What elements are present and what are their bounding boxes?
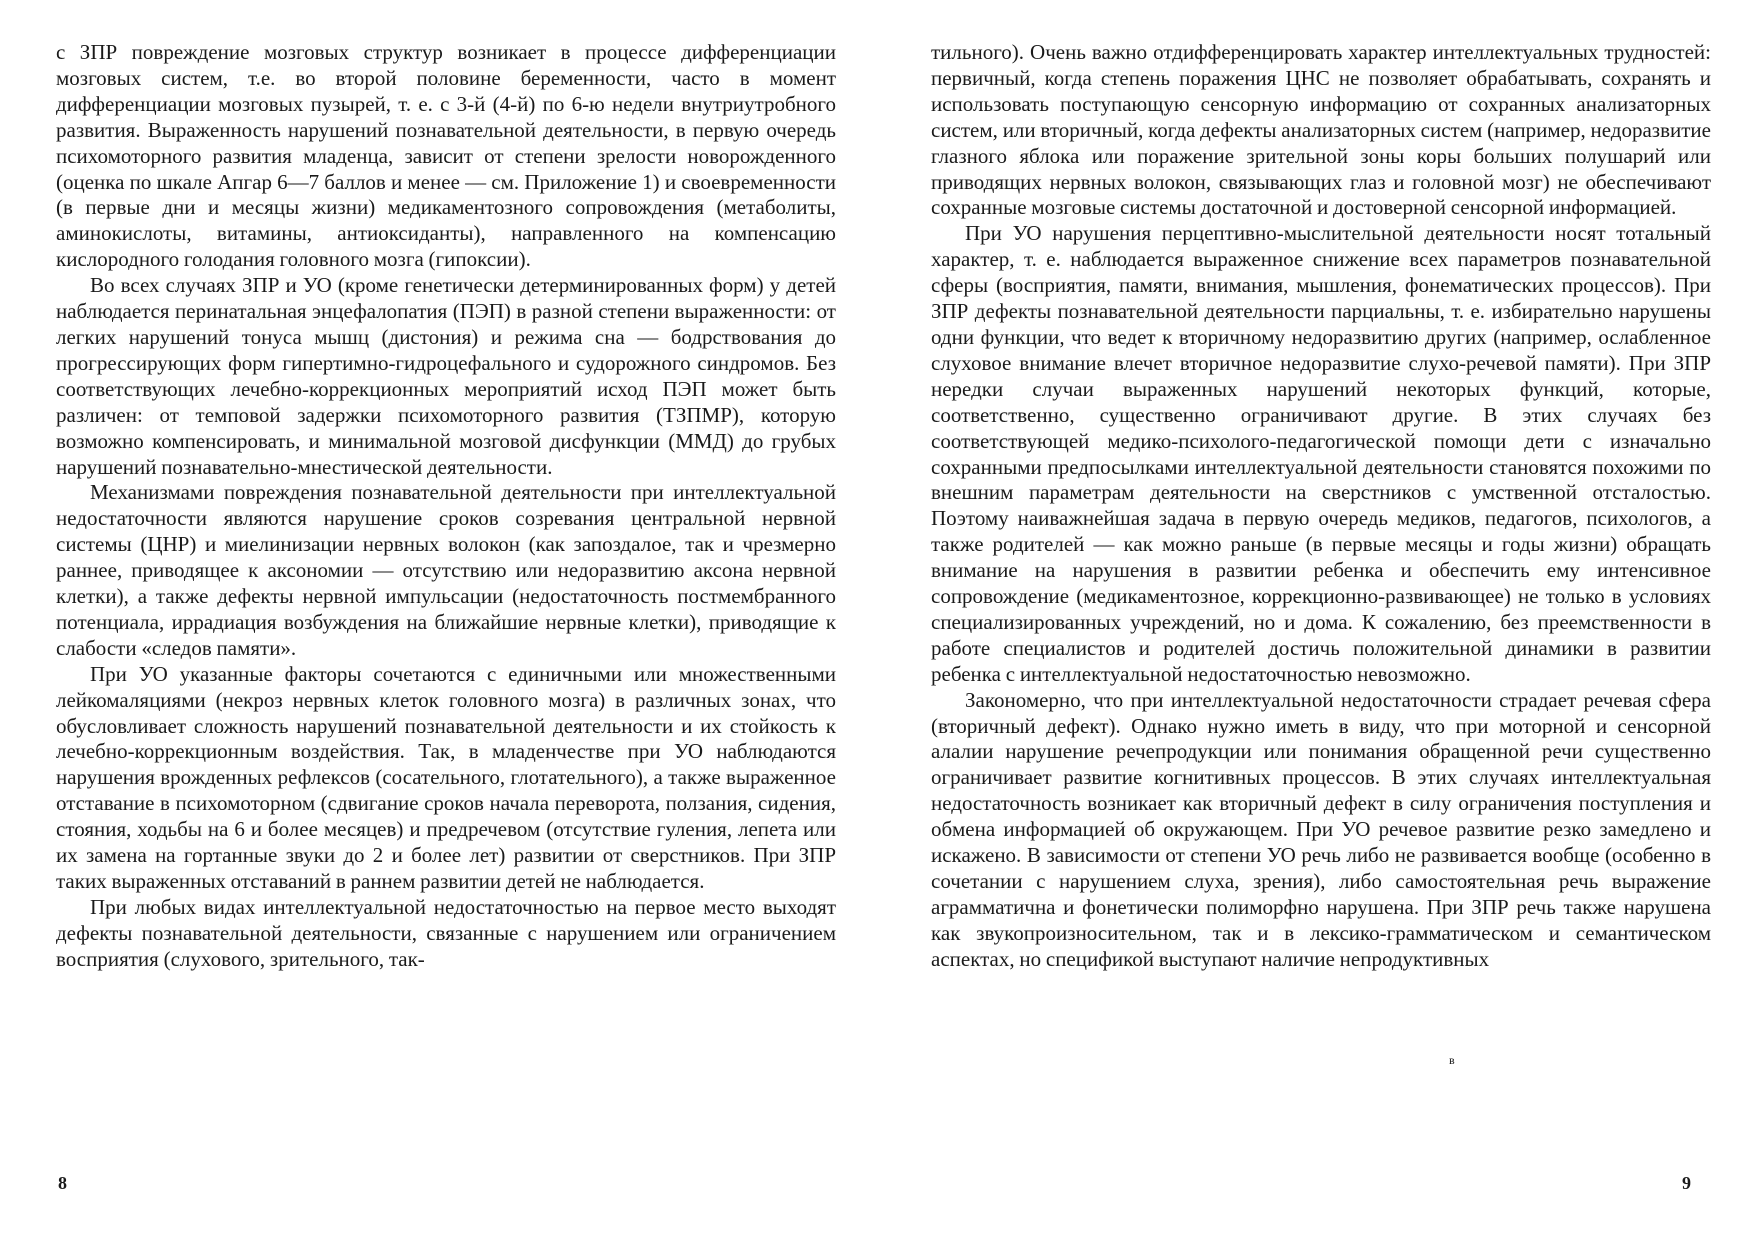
left-page (0, 0, 876, 1241)
paragraph: При УО указанные факторы сочетаются с единичными или множественными лейкомаляциями (некроз нервных клеток головного мозга) в различных зонах, что обусловливает сложность нарушений познавательной деятельности и их стойкость к лечебно-коррекционным воздействия. Так, в младенчестве при УО наблюдаются нарушения врожденных рефлексов (сосательного, глотательного), а также выраженное отставание в психомоторном (сдвигание сроков начала переворота, ползания, сидения, стояния, ходьбы на 6 и более месяцев) и предречевом (отсутствие гуления, лепета или их замена на гортанные звуки до 2 и более лет) развитии от сверстников. При ЗПР таких выраженных отставаний в раннем развитии детей не наблюдается. (56, 661, 836, 893)
paragraph: Механизмами повреждения познавательной деятельности при интеллектуальной недостаточности являются нарушение сроков созревания центральной нервной системы (ЦНР) и миелинизации нервных волокон (как запоздалое, так и чрезмерно раннее, приводящее к аксономии — отсутствию или недоразвитию аксона нервной клетки), а также дефекты нервной импульсации (недостаточность постмембранного потенциала, иррадиация возбуждения на ближайшие нервные клетки), приводящие к слабости «следов памяти». (56, 480, 836, 660)
page-number: 8 (58, 1173, 67, 1193)
right-page (877, 0, 1753, 1241)
paragraph: с ЗПР повреждение мозговых структур возникает в процессе дифференциации мозговых систем, т.е. во второй половине беременности, часто в момент дифференциации мозговых пузырей, т. е. с 3-й (4-й) по 6-ю недели внутриутробного развития. Выраженность нарушений познавательной деятельности, в первую очередь психомоторного развития младенца, зависит от степени зрелости новорожденного (оценка по шкале Апгар 6—7 баллов и менее — см. Приложение 1) и своевременности (в первые дни и месяцы жизни) медикаментозного сопровождения (метаболиты, аминокислоты, витамины, антиоксиданты), направленного на компенсацию кислородного голодания головного мозга (гипоксии). (56, 40, 836, 272)
paragraph: Во всех случаях ЗПР и УО (кроме генетически детерминированных форм) у детей наблюдается перинатальная энцефалопатия (ПЭП) в разной степени выраженности: от легких нарушений тонуса мышц (дистония) и режима сна — бодрствования до прогрессирующих форм гипертимно-гидроцефального и судорожного синдромов. Без соответствующих лечебно-коррекционных мероприятий исход ПЭП может быть различен: от темповой задержки психомоторного развития (ТЗПМР), которую возможно компенсировать, и минимальной мозговой дисфункции (ММД) до грубых нарушений познавательно-мнестической деятельности. (56, 273, 836, 479)
paragraph: тильного). Очень важно отдифференцировать характер интеллектуальных трудностей: первичный, когда степень поражения ЦНС не позволяет обрабатывать, сохранять и использовать поступающую сенсорную информацию от сохранных анализаторных систем, или вторичный, когда дефекты анализаторных систем (например, недоразвитие глазного яблока или поражение зрительной зоны коры больших полушарий или приводящих нервных волокон, связывающих глаз и головной мозг) не обеспечивают сохранные мозговые системы достаточной и достоверной сенсорной информацией. (931, 40, 1711, 220)
paragraph: Закономерно, что при интеллектуальной недостаточности страдает речевая сфера (вторичный дефект). Однако нужно иметь в виду, что при моторной и сенсорной алалии нарушение речепродукции или понимания обращенной речи существенно ограничивает развитие когнитивных процессов. В этих случаях интеллектуальная недостаточность возникает как вторичный дефект в силу ограничения поступления и обмена информацией об окружающем. При УО речевое развитие резко замедлено и искажено. В зависимости от степени УО речь либо не развивается вообще (особенно в сочетании с нарушением слуха, зрения), либо самостоятельная речь выражение аграмматична и фонетически полиморфно нарушена. При ЗПР речь также нарушена как звукопроизносительном, так и в лексико-грамматическом и семантическом аспектах, но спецификой выступают наличие непродуктивных (931, 687, 1711, 971)
margin-note: в (1449, 1053, 1455, 1067)
page-number: 9 (1682, 1173, 1691, 1193)
left-text-column (56, 40, 836, 973)
paragraph: При любых видах интеллектуальной недостаточностью на первое место выходят дефекты познавательной деятельности, связанные с нарушением или ограничением восприятия (слухового, зрительного, так- (56, 894, 836, 971)
paragraph: При УО нарушения перцептивно-мыслительной деятельности носят тотальный характер, т. е. наблюдается выраженное снижение всех параметров познавательной сферы (восприятия, памяти, внимания, мышления, фонематических процессов). При ЗПР дефекты познавательной деятельности парциальны, т. е. избирательно нарушены одни функции, что ведет к вторичному недоразвитию других (например, ослабленное слуховое внимание влечет вторичное недоразвитие слухо-речевой памяти). При ЗПР нередки случаи выраженных нарушений некоторых функций, которые, соответственно, существенно ограничивают другие. В этих случаях без соответствующей медико-психолого-педагогической помощи дети с изначально сохранными предпосылками интеллектуальной деятельности становятся похожими по внешним параметрам деятельности на сверстников с умственной отсталостью. Поэтому наиважнейшая задача в первую очередь медиков, педагогов, психологов, а также родителей — как можно раньше (в первые месяцы и годы жизни) обращать внимание на нарушения в развитии ребенка и обеспечить ему интенсивное сопровождение (медикаментозное, коррекционно-развивающее) не только в условиях специализированных учреждений, но и дома. К сожалению, без преемственности в работе специалистов и родителей достичь положительной динамики в развитии ребенка с интеллектуальной недостаточностью невозможно. (931, 221, 1711, 686)
right-text-column (931, 40, 1711, 973)
